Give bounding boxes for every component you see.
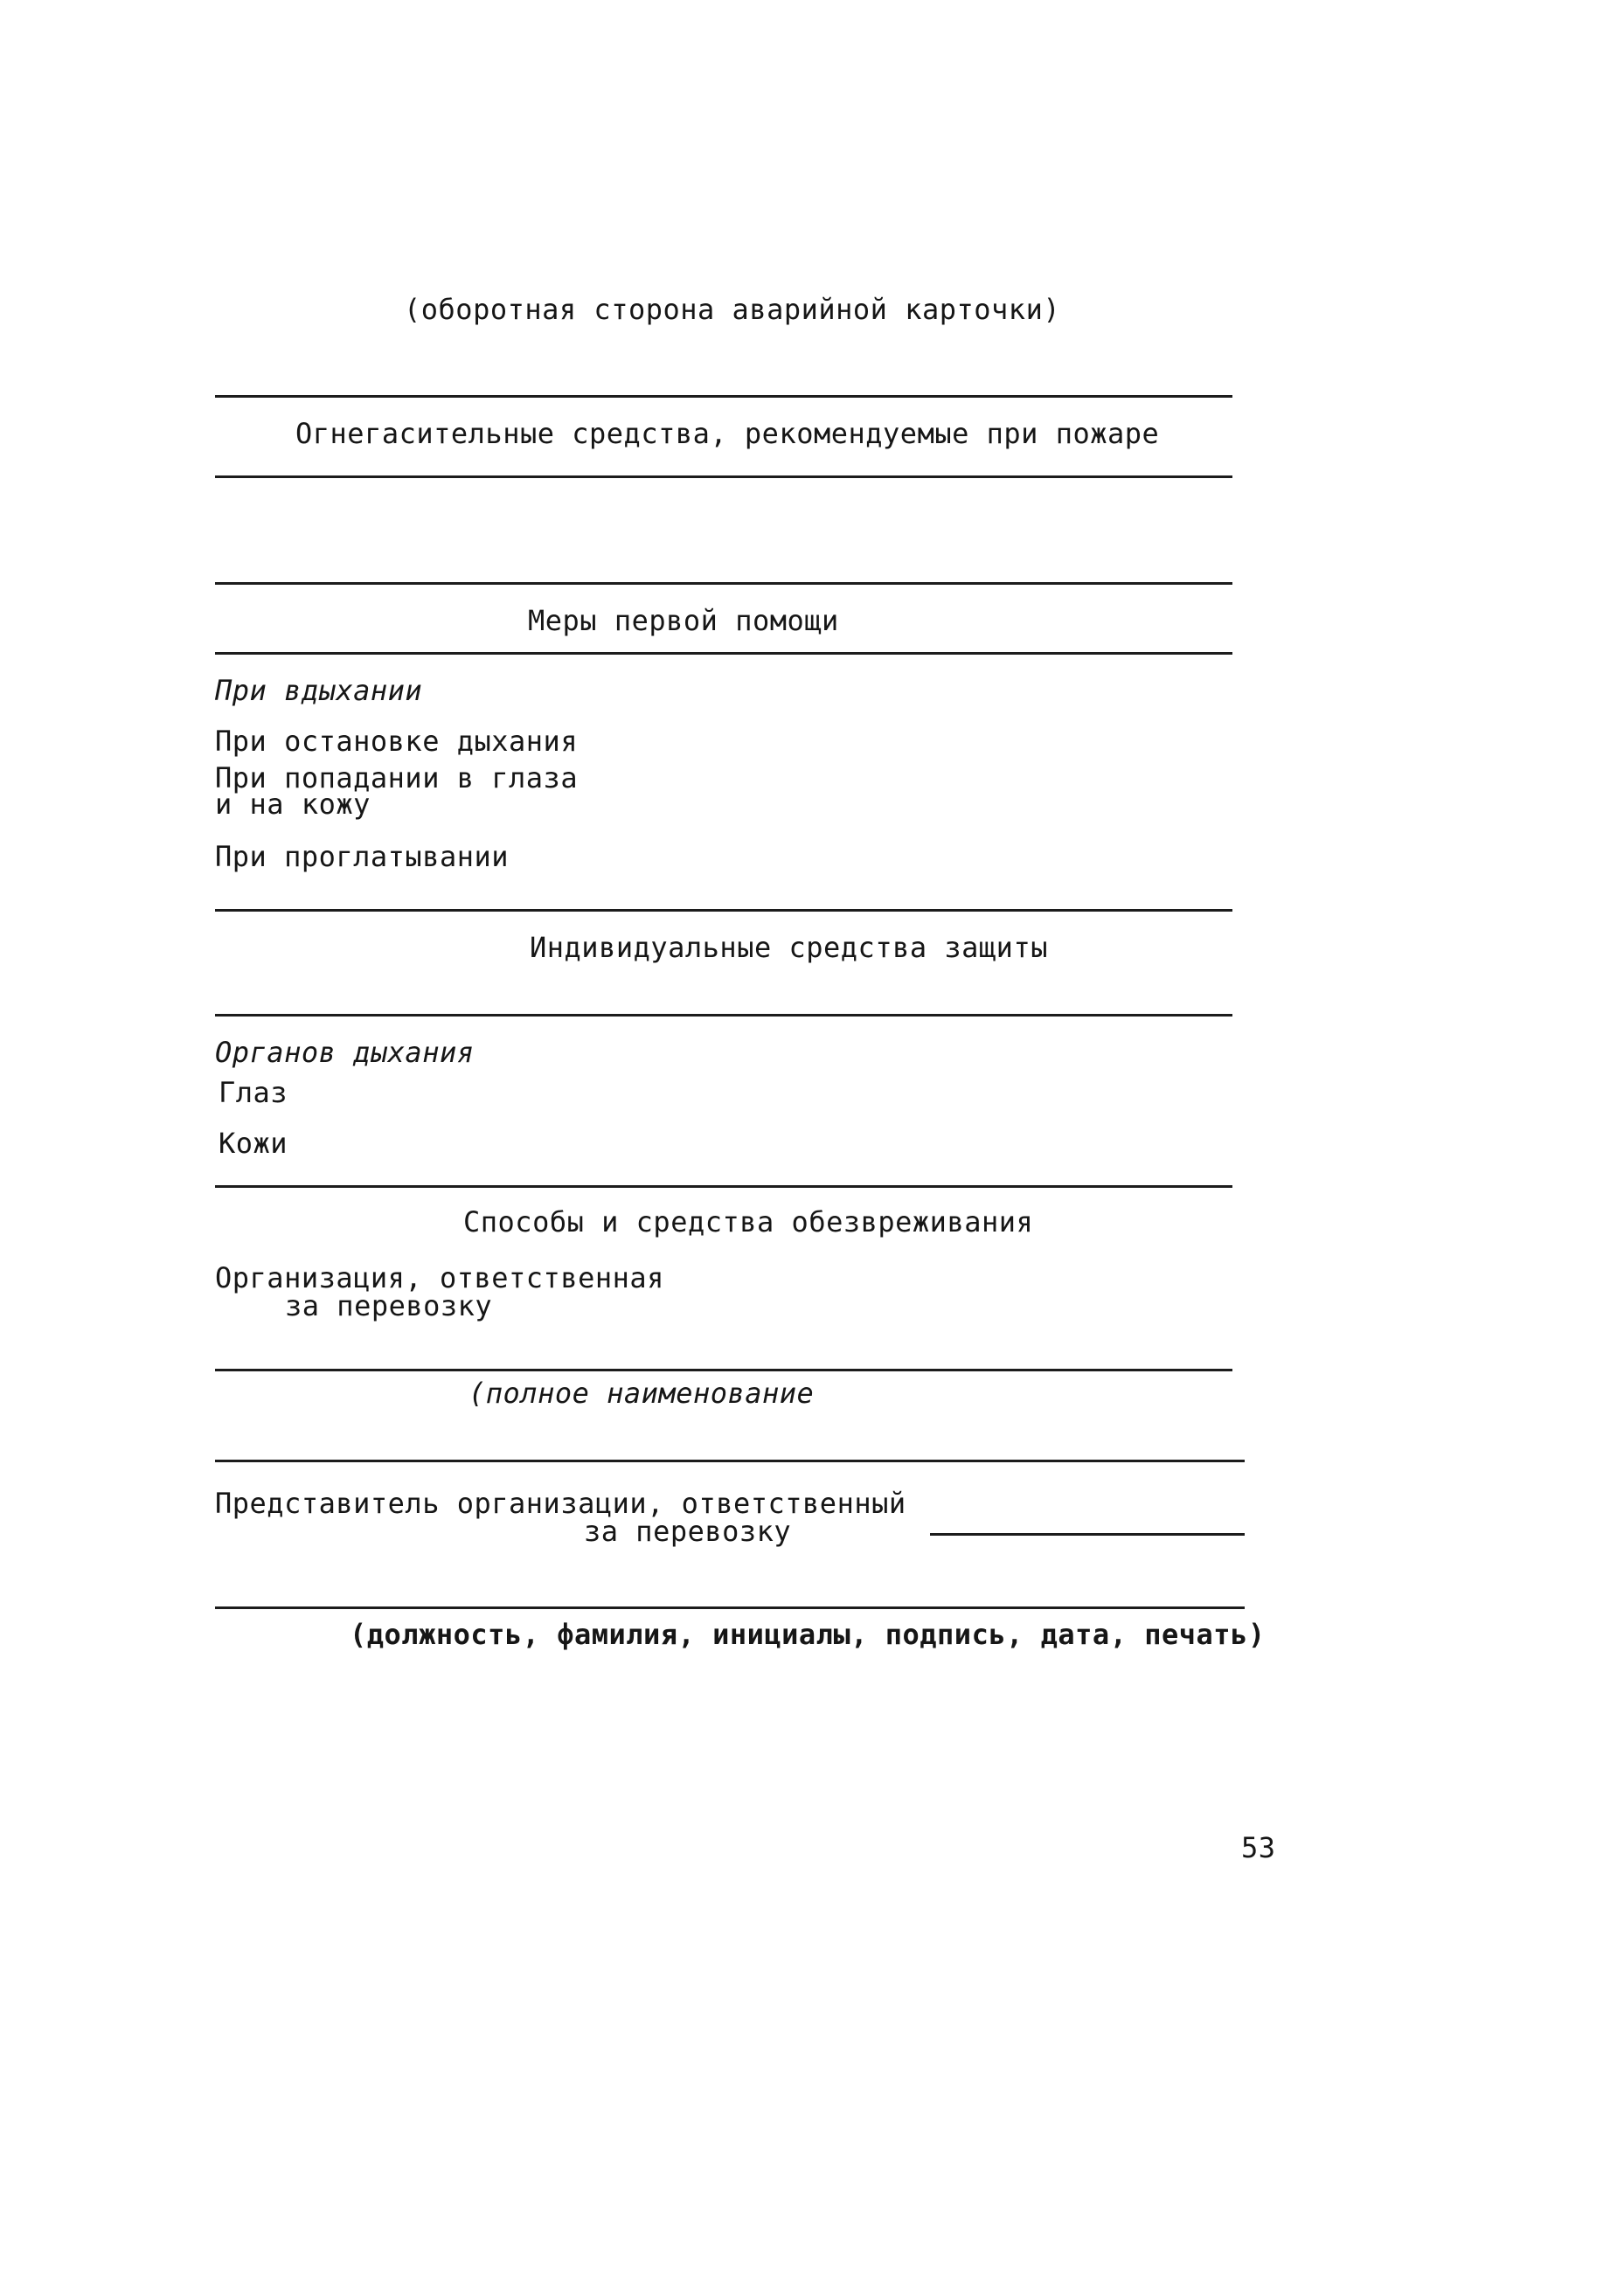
- first-aid-skin-label: и на кожу: [215, 788, 371, 821]
- first-aid-eyes-label: При попадании в глаза: [215, 761, 579, 794]
- divider: [215, 395, 1232, 398]
- section-title-fire-extinguishing: Огнегасительные средства, рекомендуемые при пожаре: [295, 417, 1160, 450]
- representative-label-line2: за перевозку: [584, 1515, 792, 1548]
- full-name-caption: (полное наименование: [468, 1377, 815, 1410]
- ppe-respiratory-label: Органов дыхания: [215, 1036, 475, 1069]
- fill-line-representative: [930, 1533, 1245, 1536]
- page-number: 53: [1241, 1831, 1276, 1864]
- section-title-neutralization: Способы и средства обезвреживания: [463, 1205, 1034, 1239]
- divider: [215, 909, 1232, 912]
- fill-line-organization: [215, 1369, 1232, 1371]
- first-aid-swallowing-label: При проглатывании: [215, 840, 510, 873]
- ppe-skin-label: Кожи: [219, 1127, 288, 1160]
- section-title-first-aid: Меры первой помощи: [528, 604, 839, 637]
- representative-label-line1: Представитель организации, ответственный: [215, 1487, 906, 1520]
- divider: [215, 582, 1232, 585]
- section-title-ppe: Индивидуальные средства защиты: [530, 931, 1048, 964]
- divider: [215, 1014, 1232, 1017]
- divider: [215, 1460, 1245, 1462]
- first-aid-breathing-stop-label: При остановке дыхания: [215, 725, 579, 758]
- divider: [215, 475, 1232, 478]
- divider: [215, 1185, 1232, 1188]
- carrier-organization-label-line1: Организация, ответственная: [215, 1261, 664, 1294]
- signature-caption: (должность, фамилия, инициалы, подпись, дата, печать): [350, 1618, 1266, 1651]
- ppe-eyes-label: Глаз: [219, 1076, 288, 1109]
- divider: [215, 652, 1232, 655]
- first-aid-inhalation-label: При вдыхании: [215, 674, 423, 707]
- caption-reverse-side: (оборотная сторона аварийной карточки): [404, 293, 1061, 326]
- carrier-organization-label-line2: за перевозку: [285, 1289, 493, 1322]
- fill-line-signature: [215, 1606, 1245, 1609]
